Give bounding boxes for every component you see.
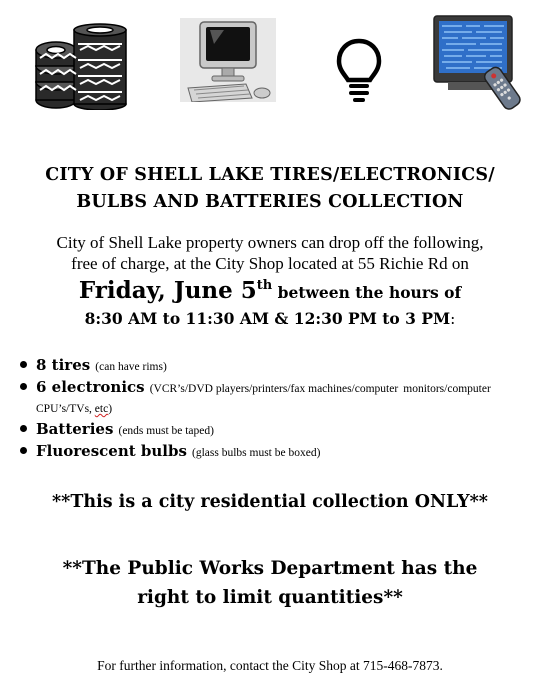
- intro-line-1: City of Shell Lake property owners can drop off the following,: [56, 233, 484, 252]
- accepted-items-list: [18, 356, 518, 464]
- event-date-suffix: th: [256, 278, 273, 293]
- icon-row: [0, 14, 540, 110]
- limit-notice: [0, 554, 540, 612]
- intro-text: [0, 232, 540, 274]
- bullet-icon: [20, 383, 27, 390]
- item-note-continued: monitors/computer CPU’s/TVs,: [36, 383, 491, 415]
- bullet-icon: [20, 425, 27, 432]
- list-item: [18, 378, 518, 418]
- title-line-2: BULBS AND BATTERIES COLLECTION: [76, 192, 464, 212]
- intro-line-2: free of charge, at the City Shop located at 55 Richie Rd on: [71, 254, 469, 273]
- residential-notice: **This is a city residential collection ONLY**: [52, 492, 488, 512]
- computer-icon: [180, 18, 276, 102]
- contact-footer: For further information, contact the City Shop at 715-468-7873.: [97, 658, 443, 673]
- television-remote-icon: [432, 14, 524, 110]
- item-note: (can have rims): [95, 361, 167, 373]
- event-hours: 8:30 AM to 11:30 AM & 12:30 PM to 3 PM: [84, 309, 451, 328]
- item-name: 8 tires: [36, 356, 91, 374]
- item-note-close: ): [108, 403, 113, 415]
- item-note-etc: etc: [94, 403, 109, 415]
- limit-notice-line-1: **The Public Works Department has the: [62, 558, 478, 579]
- light-bulb-icon: [336, 38, 382, 104]
- item-name: 6 electronics: [36, 378, 145, 396]
- limit-notice-line-2: right to limit quantities**: [137, 587, 403, 608]
- item-note: (VCR’s/DVD players/printers/fax machines/computer: [149, 383, 399, 395]
- item-name: Fluorescent bulbs: [36, 442, 187, 460]
- title-line-1: CITY OF SHELL LAKE TIRES/ELECTRONICS/: [45, 165, 495, 185]
- list-item: [18, 442, 518, 462]
- page-title: [0, 162, 540, 216]
- bullet-icon: [20, 447, 27, 454]
- item-name: Batteries: [36, 420, 114, 438]
- event-hours-line: [0, 308, 540, 330]
- event-schedule: [0, 276, 540, 330]
- event-date: Friday, June 5: [78, 277, 257, 304]
- list-item: [18, 356, 518, 376]
- item-note: (ends must be taped): [118, 425, 214, 437]
- event-hours-intro: between the hours of: [272, 283, 462, 302]
- list-item: [18, 420, 518, 440]
- event-date-line: [0, 276, 540, 308]
- event-hours-end: :: [450, 310, 456, 328]
- bullet-icon: [20, 361, 27, 368]
- item-note: (glass bulbs must be boxed): [192, 447, 321, 459]
- tires-icon: [34, 22, 128, 110]
